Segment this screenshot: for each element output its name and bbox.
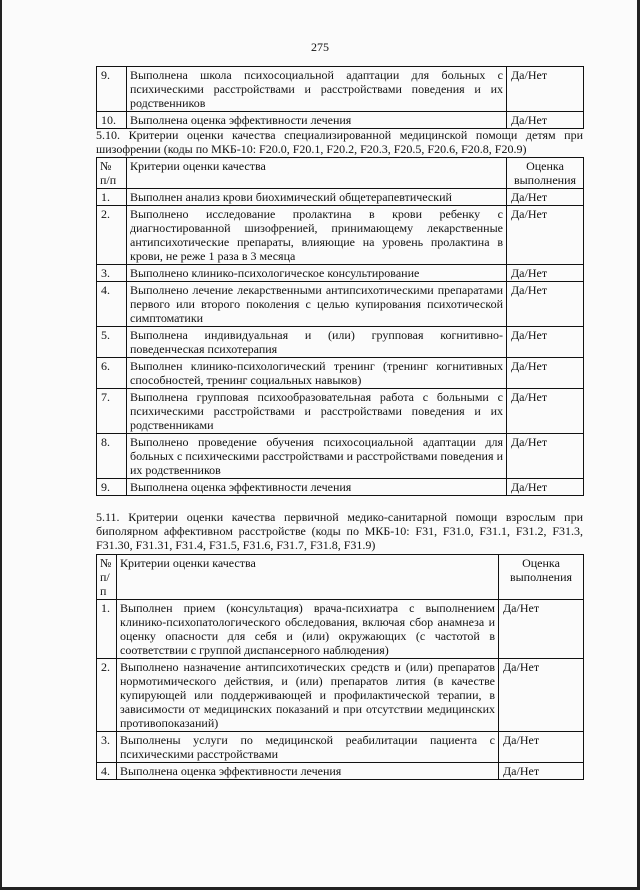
result-value: Да/Нет <box>507 206 584 265</box>
row-number: 7. <box>97 389 127 434</box>
section-510-table-block <box>96 157 583 496</box>
result-value: Да/Нет <box>507 358 584 389</box>
section-511-table <box>96 554 584 780</box>
row-number: 1. <box>97 600 117 659</box>
row-number: 5. <box>97 327 127 358</box>
top-table <box>96 66 584 129</box>
result-value: Да/Нет <box>499 763 584 780</box>
row-number: 10. <box>97 112 127 129</box>
table-row <box>97 282 584 327</box>
row-number: 3. <box>97 732 117 763</box>
table-row <box>97 112 584 129</box>
table-row <box>97 67 584 112</box>
criterion-text: Выполнено лечение лекарственными антипсихотическими препаратами первого или второго поколения с целью купирования психотической симптоматики <box>127 282 507 327</box>
row-number: 4. <box>97 282 127 327</box>
criterion-text: Выполнены услуги по медицинской реабилитации пациента с психическими расстройствами <box>117 732 499 763</box>
criterion-text: Выполнена индивидуальная и (или) групповая когнитивно-поведенческая психотерапия <box>127 327 507 358</box>
row-number: 3. <box>97 265 127 282</box>
row-number: 4. <box>97 763 117 780</box>
criterion-text: Выполнен прием (консультация) врача-психиатра с выполнением клинико-психопатологического обследования, включая сбор анамнеза и оценку опасности для себя и (или) окружающих (с частотой в соответствии с группой диспансерного наблюдения) <box>117 600 499 659</box>
table-row <box>97 763 584 780</box>
result-value: Да/Нет <box>507 67 584 112</box>
table-row <box>97 434 584 479</box>
header-criterion: Критерии оценки качества <box>117 555 499 600</box>
criterion-text: Выполнена групповая психообразовательная работа с больными с психическими расстройствами и расстройствами поведения и их родственниками <box>127 389 507 434</box>
result-value: Да/Нет <box>507 479 584 496</box>
section-511-header-row <box>97 555 584 600</box>
table-row <box>97 189 584 206</box>
row-number: 9. <box>97 479 127 496</box>
header-result: Оценка выполнения <box>507 158 584 189</box>
top-table-block <box>96 66 583 129</box>
page-number: 275 <box>311 40 329 54</box>
row-number: 1. <box>97 189 127 206</box>
result-value: Да/Нет <box>499 732 584 763</box>
row-number: 9. <box>97 67 127 112</box>
table-row <box>97 479 584 496</box>
result-value: Да/Нет <box>507 327 584 358</box>
header-criterion: Критерии оценки качества <box>127 158 507 189</box>
criterion-text: Выполнено исследование пролактина в крови ребенку с диагностированной шизофренией, принимающему лекарственные антипсихотические препараты, влияющие на уровень пролактина в крови, не реже 1 раза в 3 месяца <box>127 206 507 265</box>
criterion-text: Выполнено клинико-психологическое консультирование <box>127 265 507 282</box>
result-value: Да/Нет <box>507 112 584 129</box>
section-511-title: 5.11. Критерии оценки качества первичной медико-санитарной помощи взрослым при биполярном аффективном расстройстве (коды по МКБ-10: F31, F31.0, F31.1, F31.2, F31.3, F31.30, F31.31, F31.4, F31.5, F31.6, F31.7, F31.8, F31.9) <box>96 510 583 552</box>
scan-edge-left <box>0 0 2 890</box>
row-number: 2. <box>97 206 127 265</box>
result-value: Да/Нет <box>507 282 584 327</box>
result-value: Да/Нет <box>507 265 584 282</box>
table-row <box>97 206 584 265</box>
header-result: Оценка выполнения <box>499 555 584 600</box>
result-value: Да/Нет <box>507 434 584 479</box>
table-row <box>97 265 584 282</box>
table-row <box>97 327 584 358</box>
section-510-table <box>96 157 584 496</box>
criterion-text: Выполнен клинико-психологический тренинг (тренинг когнитивных способностей, тренинг социальных навыков) <box>127 358 507 389</box>
table-row <box>97 659 584 732</box>
result-value: Да/Нет <box>499 600 584 659</box>
table-row <box>97 358 584 389</box>
result-value: Да/Нет <box>507 189 584 206</box>
criterion-text: Выполнена оценка эффективности лечения <box>117 763 499 780</box>
table-row <box>97 732 584 763</box>
section-510-header-row <box>97 158 584 189</box>
section-511-table-block <box>96 554 583 780</box>
criterion-text: Выполнено проведение обучения психосоциальной адаптации для больных с психическими расстройствами и расстройствами поведения и их родственников <box>127 434 507 479</box>
row-number: 2. <box>97 659 117 732</box>
criterion-text: Выполнена школа психосоциальной адаптации для больных с психическими расстройствами и расстройствами поведения и их родственников <box>127 67 507 112</box>
criterion-text: Выполнена оценка эффективности лечения <box>127 112 507 129</box>
table-row <box>97 600 584 659</box>
row-number: 8. <box>97 434 127 479</box>
criterion-text: Выполнена оценка эффективности лечения <box>127 479 507 496</box>
header-num: № п/п <box>97 158 127 189</box>
criterion-text: Выполнен анализ крови биохимический общетерапевтический <box>127 189 507 206</box>
criterion-text: Выполнено назначение антипсихотических средств и (или) препаратов нормотимического действия, и (или) препаратов лития (в качестве купирующей или поддерживающей и профилактической терапии, в зависимости от медицинских показаний и при отсутствии медицинских противопоказаний) <box>117 659 499 732</box>
result-value: Да/Нет <box>499 659 584 732</box>
header-num: № п/п <box>97 555 117 600</box>
result-value: Да/Нет <box>507 389 584 434</box>
section-510-title: 5.10. Критерии оценки качества специализированной медицинской помощи детям при шизофрении (коды по МКБ-10: F20.0, F20.1, F20.2, F20.3, F20.5, F20.6, F20.8, F20.9) <box>96 128 583 156</box>
table-row <box>97 389 584 434</box>
row-number: 6. <box>97 358 127 389</box>
